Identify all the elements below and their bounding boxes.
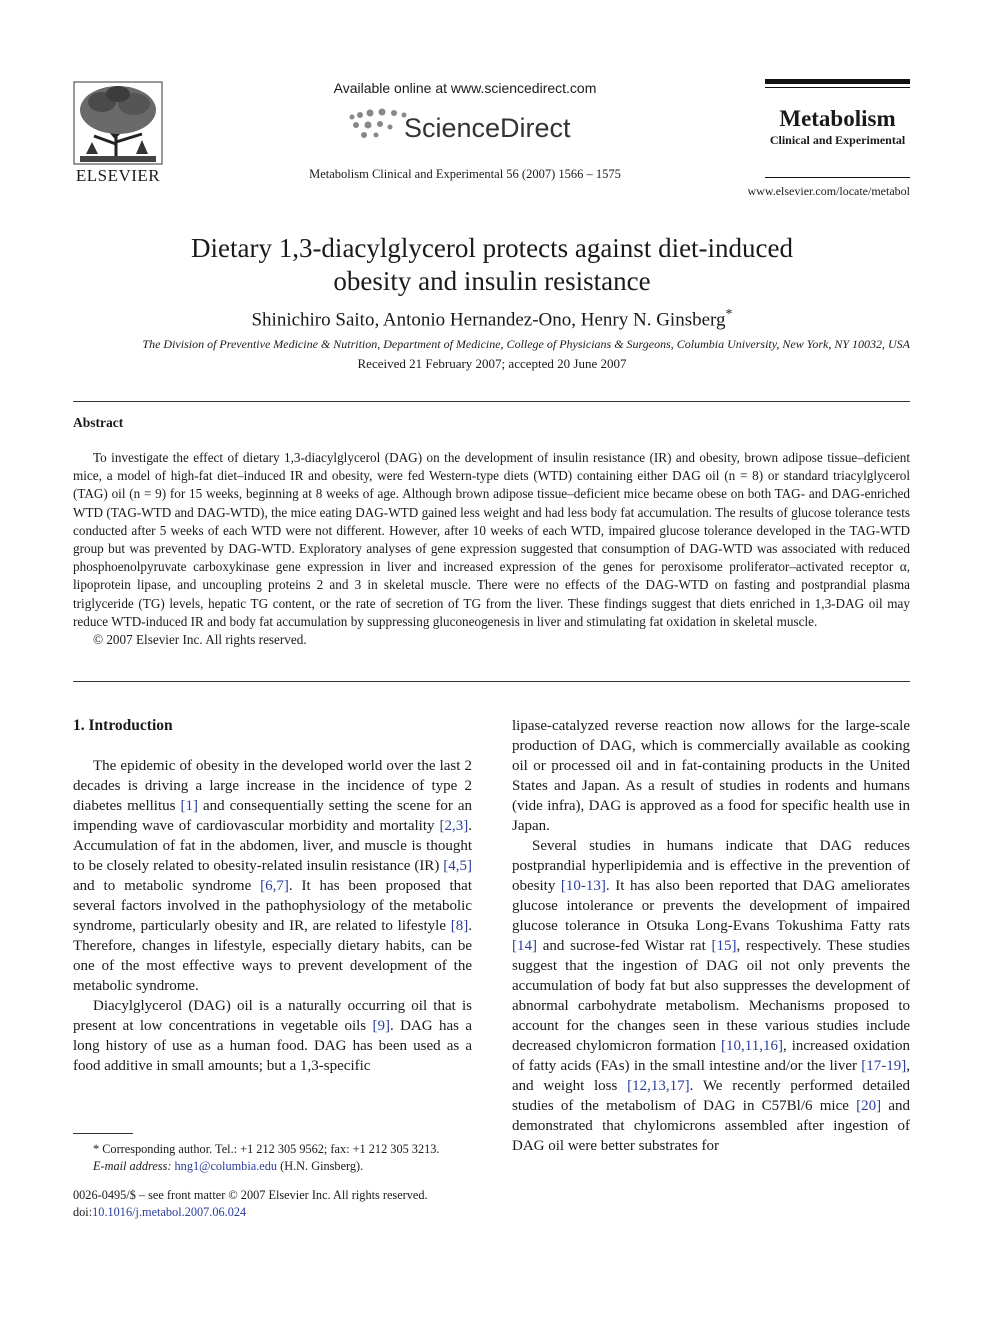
citation-link[interactable]: [10,11,16] xyxy=(721,1038,783,1054)
publisher-name: ELSEVIER xyxy=(75,166,161,185)
citation-link[interactable]: [8] xyxy=(450,918,469,934)
intro-paragraph-2: Diacylglycerol (DAG) oil is a naturally occurring oil that is present at low concentrations in vegetable oils [9]. DAG has a long history of use as a human food. DAG has been used as a food additive in small amounts; but a 1,3-specific xyxy=(73,998,472,1074)
citation-link[interactable]: [9] xyxy=(372,1018,390,1034)
corresponding-mark[interactable]: * xyxy=(725,307,733,322)
intro-heading: 1. Introduction xyxy=(73,717,173,734)
corresponding-author-note: * Corresponding author. Tel.: +1 212 305 9562; fax: +1 212 305 3213. xyxy=(93,1142,440,1156)
available-online-text: Available online at www.sciencedirect.com xyxy=(333,80,597,96)
intro-paragraph-3: lipase-catalyzed reverse reaction now allows for the large-scale production of DAG, which is commercially available as cooking oil or processed oil and in fat-containing products in the United States and Japan. As a result of studies in rodents and humans (vide infra), DAG is approved as a food for specific health use in Japan. xyxy=(512,718,910,834)
email-link[interactable]: hng1@columbia.edu xyxy=(174,1159,278,1173)
citation-link[interactable]: [10-13] xyxy=(560,878,606,894)
author-list xyxy=(120,307,864,331)
front-matter-text: 0026-0495/$ – see front matter © 2007 Elsevier Inc. All rights reserved. xyxy=(73,1188,428,1202)
doi-link[interactable]: 10.1016/j.metabol.2007.06.024 xyxy=(92,1205,247,1219)
journal-rule-bottom xyxy=(765,177,910,178)
email-line xyxy=(73,1158,472,1175)
abstract-body xyxy=(73,449,910,649)
journal-rule-thick xyxy=(765,79,910,84)
email-owner: (H.N. Ginsberg). xyxy=(277,1159,364,1173)
journal-citation: Metabolism Clinical and Experimental 56 (2007) 1566 – 1575 xyxy=(309,167,621,181)
citation-link[interactable]: [1] xyxy=(180,798,198,814)
citation-link[interactable]: [4,5] xyxy=(443,858,472,874)
affiliation: The Division of Preventive Medicine & Nutrition, Department of Medicine, College of Physicians & Surgeons, Columbia University, New York, NY 10032, USA xyxy=(142,337,910,351)
title-line-2: obesity and insulin resistance xyxy=(333,266,651,296)
journal-rule-thin xyxy=(765,87,910,88)
doi-line: doi:10.1016/j.metabol.2007.06.024 xyxy=(73,1205,247,1219)
citation-link[interactable]: [2,3] xyxy=(439,818,469,834)
abstract-paragraph: To investigate the effect of dietary 1,3-diacylglycerol (DAG) on the development of insulin resistance (IR) and obesity, brown adipose tissue–deficient mice, a model of high-fat diet–induced IR and obesity, were fed Western-type diets (WTD) containing either DAG oil (n = 8) or standard triacylglycerol (TAG) oil (n = 9) for 15 weeks, beginning at 8 weeks of age. Although brown adipose tissue–deficient mice became obese on both TAG- and DAG-enriched WTD (TAG-WTD and DAG-WTD), the mice eating DAG-WTD gained less weight and had less body fat accumulation. The results of glucose tolerance tests conducted after 5 weeks of each WTD were not different. However, after 10 weeks of each WTD, impaired glucose tolerance developed in the TAG-WTD group but was prevented by DAG-WTD. Exploratory analyses of gene expression suggested that consumption of DAG-WTD was associated with reduced phosphoenolpyruvate carboxykinase gene expression in liver and increased expression of the genes for peroxisome proliferator–activated receptor α, lipoprotein lipase, and uncoupling proteins 2 and 3 in skeletal muscle. There were no effects of the DAG-WTD on fasting and postprandial plasma triglyceride (TG) levels, hepatic TG content, or the rate of secretion of TG from the liver. These findings suggest that diets enriched in 1,3-DAG oil may reduce WTD-induced IR and body fat accumulation by suppressing gluconeogenesis in liver and stimulating fat oxidation in skeletal muscle. xyxy=(73,450,910,629)
footnote xyxy=(73,1141,472,1175)
email-label: E-mail address: xyxy=(93,1159,172,1173)
journal-subtitle: Clinical and Experimental xyxy=(769,133,906,147)
abstract-heading: Abstract xyxy=(73,415,124,430)
sciencedirect-wordmark: ScienceDirect xyxy=(404,113,571,143)
intro-paragraph-4: Several studies in humans indicate that DAG reduces postprandial hyperlipidemia and is effective in the prevention of obesity [10-13]. It has also been reported that DAG ameliorates glucose intolerance or prevents the development of impaired glucose tolerance in Otsuka Long-Evans Tokushima Fatty rats [14] and sucrose-fed Wistar rat [15], respectively. These studies suggest that the ingestion of DAG oil not only prevents the accumulation of body fat but also suppresses the development of abnormal carbohydrate metabolism. Mechanisms proposed to account for the changes seen in these various studies include decreased chylomicron formation [10,11,16], increased oxidation of fatty acids (FAs) in the small intestine and/or the liver [17-19], and weight loss [12,13,17]. We recently performed detailed studies of the metabolism of DAG in C57Bl/6 mice [20] and demonstrated that chylomicrons assembled after ingestion of DAG oil were better substrates for xyxy=(512,838,910,1154)
intro-paragraph-1: The epidemic of obesity in the developed world over the last 2 decades is driving a large increase in the incidence of type 2 diabetes mellitus [1] and consequentially setting the scene for an impending wave of cardiovascular morbidity and mortality [2,3]. Accumulation of fat in the abdomen, liver, and muscle is thought to be closely related to obesity-related insulin resistance (IR) [4,5] and to metabolic syndrome [6,7]. It has been proposed that several factors involved in the pathophysiology of the metabolic syndrome, particularly obesity and IR, are related to lifestyle [8]. Therefore, changes in lifestyle, especially dietary habits, can be one of the most effective ways to prevent development of the metabolic syndrome. xyxy=(73,758,472,994)
abstract-top-rule xyxy=(73,401,910,402)
citation-link[interactable]: [14] xyxy=(512,938,537,954)
citation-link[interactable]: [12,13,17] xyxy=(627,1078,690,1094)
right-column xyxy=(512,716,910,1156)
citation-link[interactable]: [20] xyxy=(856,1098,882,1114)
left-column xyxy=(73,756,472,1076)
citation-link[interactable]: [17-19] xyxy=(861,1058,907,1074)
authors-text: Shinichiro Saito, Antonio Hernandez-Ono, Henry N. Ginsberg xyxy=(251,309,726,331)
citation-link[interactable]: [6,7] xyxy=(260,878,289,894)
journal-name: Metabolism xyxy=(779,106,896,131)
abstract-copyright: © 2007 Elsevier Inc. All rights reserved. xyxy=(93,632,307,648)
journal-url-link[interactable]: www.elsevier.com/locate/metabol xyxy=(747,184,910,198)
footnote-rule xyxy=(73,1133,133,1134)
title-line-1: Dietary 1,3-diacylglycerol protects against diet-induced xyxy=(190,233,794,263)
citation-link[interactable]: [15] xyxy=(711,938,737,954)
article-title xyxy=(120,232,864,298)
received-dates: Received 21 February 2007; accepted 20 June 2007 xyxy=(357,356,627,371)
sciencedirect-logo xyxy=(346,103,582,145)
abstract-bottom-rule xyxy=(73,681,910,682)
front-matter xyxy=(73,1187,483,1221)
